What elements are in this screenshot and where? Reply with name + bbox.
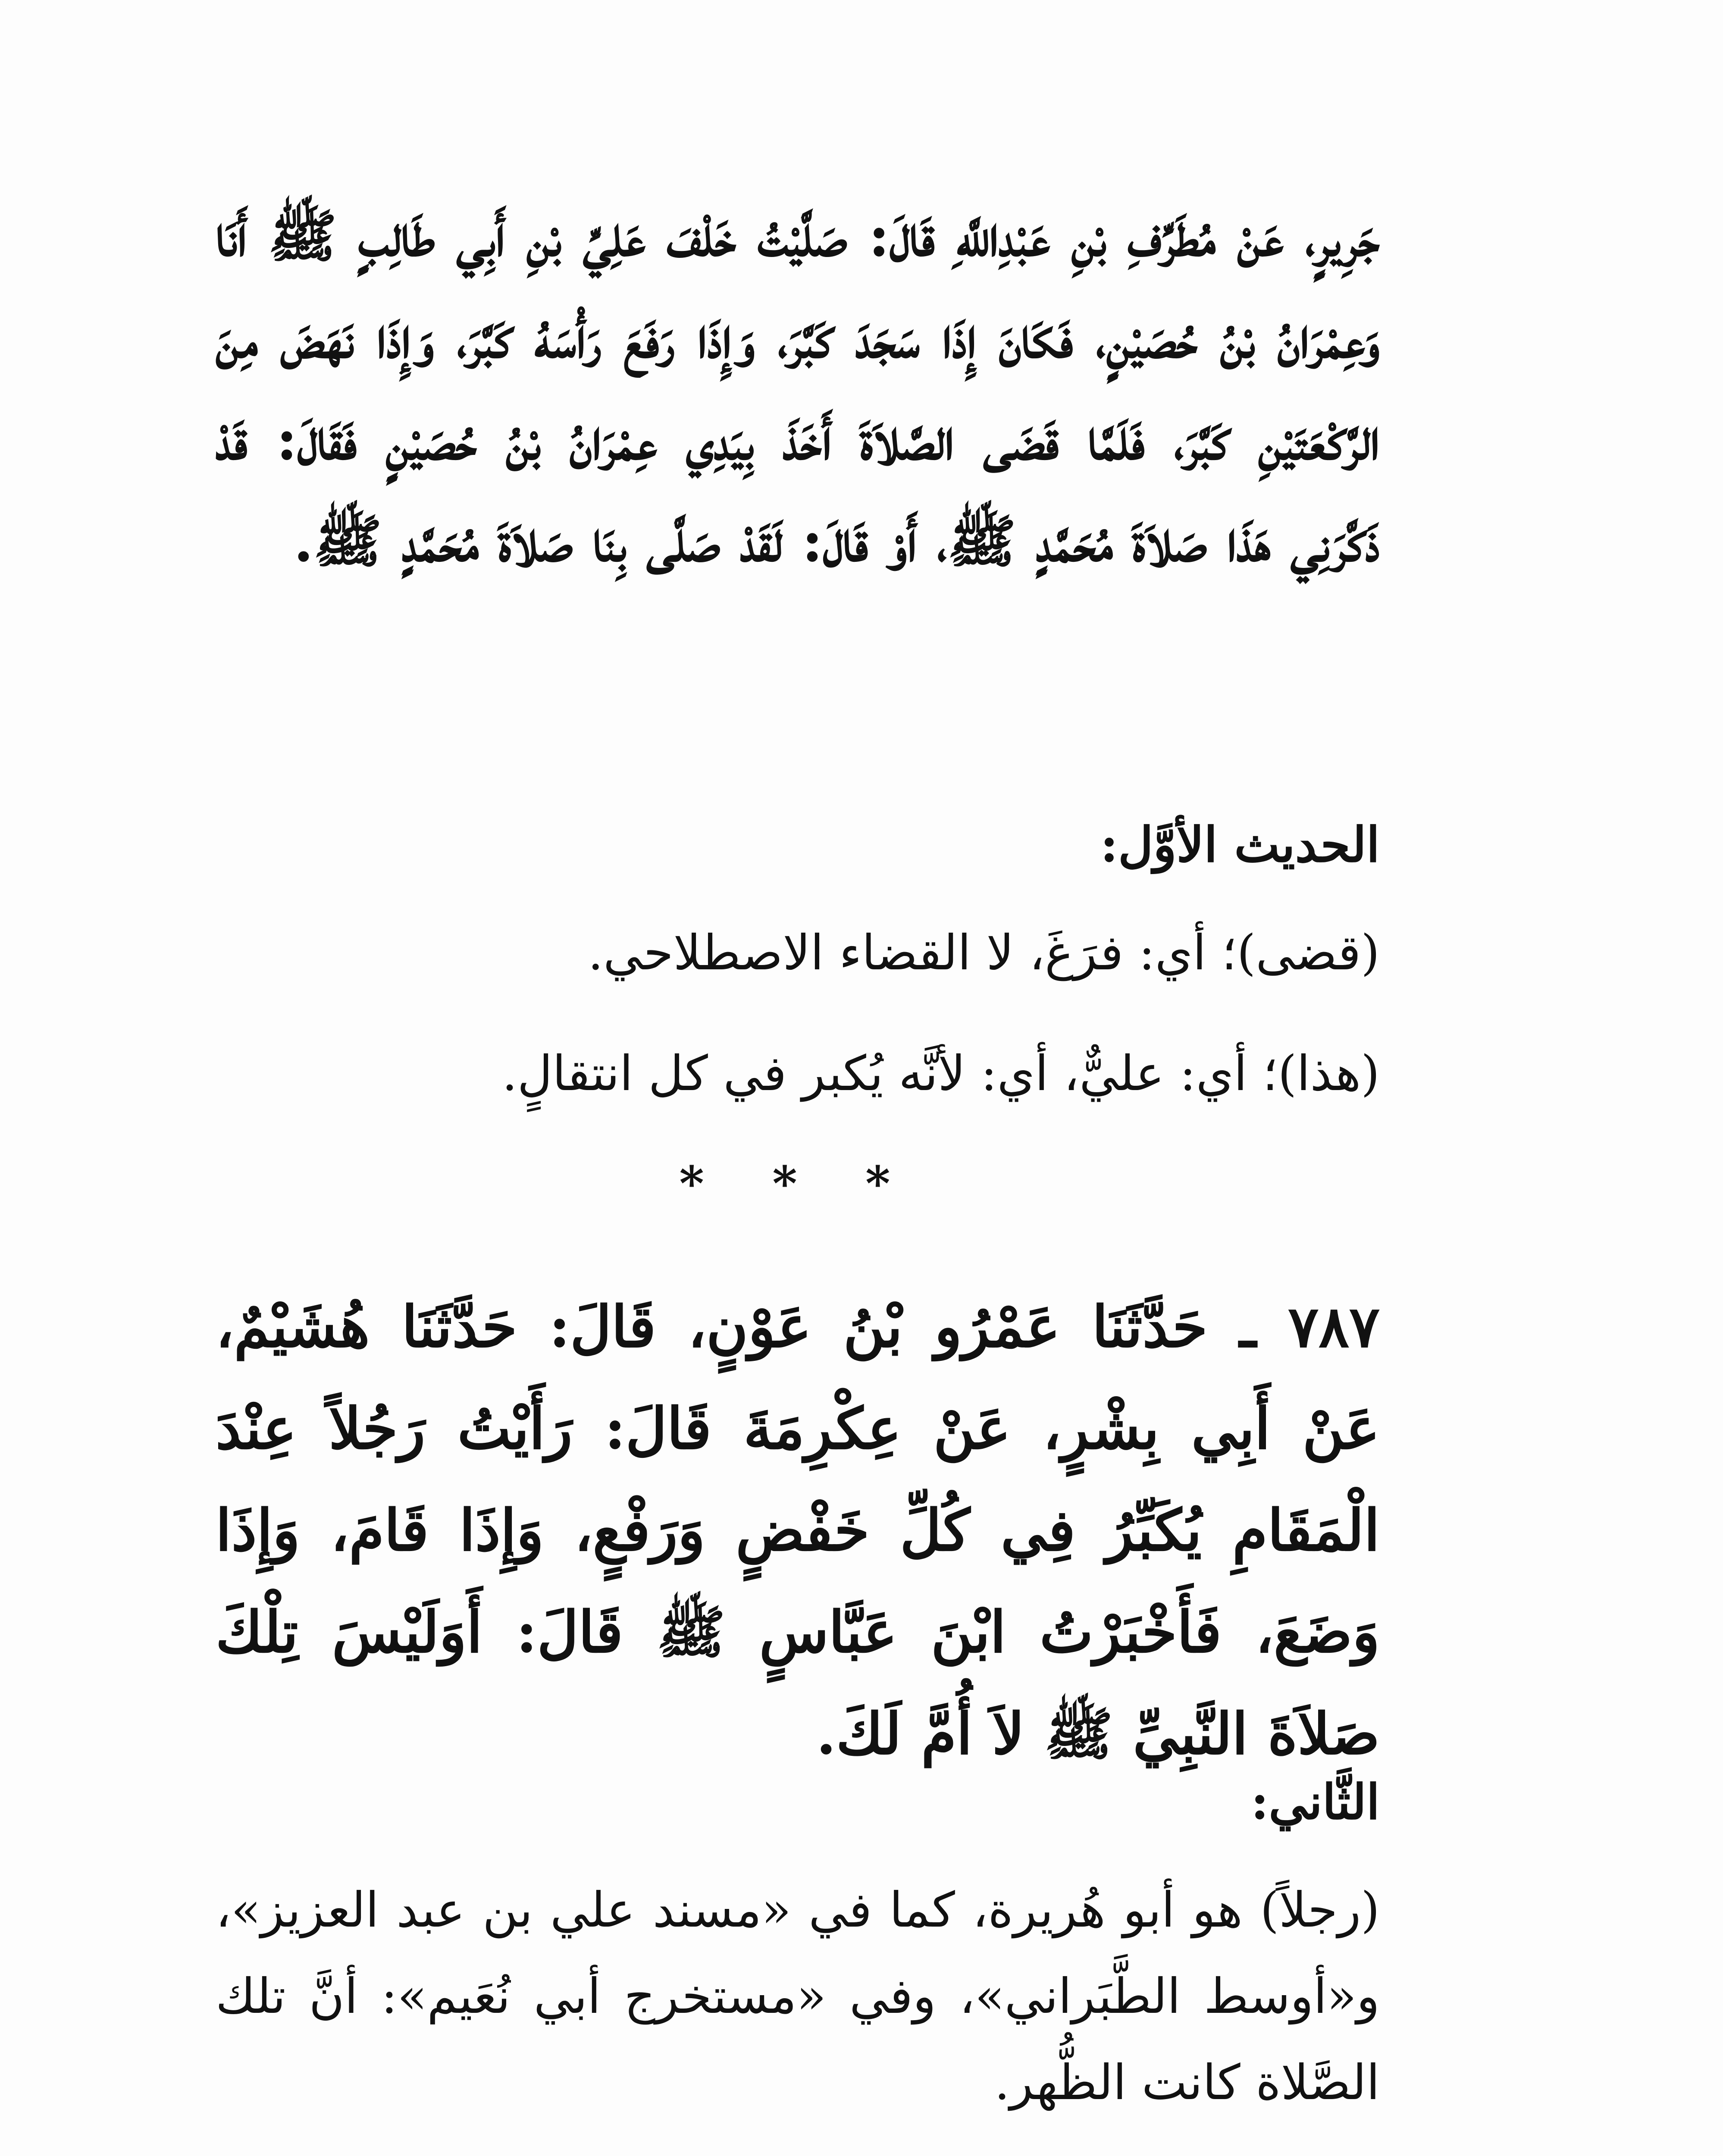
hadith-787-text: ٧٨٧ ـ حَدَّثَنَا عَمْرُو بْنُ عَوْنٍ، قَالَ: حَدَّثَنَا هُشَيْمٌ، عَنْ أَبِي بِشْرٍ، عَنْ عِكْرِمَةَ قَالَ: رَأَيْتُ رَجُلاً عِنْدَ الْمَقَامِ يُكَبِّرُ فِي كُلِّ خَفْضٍ وَرَفْعٍ، وَإِذَا قَامَ، وَإِذَا وَضَعَ، فَأَخْبَرْتُ ابْنَ عَبَّاسٍ ﷺ قَالَ: أَوَلَيْسَ تِلْكَ صَلاَةَ النَّبِيِّ ﷺ لاَ أُمَّ لَكَ. <box>216 1294 1380 1767</box>
commentary-1-heading: الحديث الأوَّل: <box>1100 817 1380 873</box>
commentary-1-note-2: (هذا)؛ أي: عليٌّ، أي: لأنَّه يُكبر في كل انتقالٍ. <box>502 1046 1380 1102</box>
commentary-1-note-1: (قضى)؛ أي: فرَغَ، لا القضاء الاصطلاحي. <box>588 925 1380 981</box>
commentary-2-note-1: (رجلاً) هو أبو هُريرة، كما في «مسند علي بن عبد العزيز»، و«أوسط الطَّبَراني»، وفي «مستخرج أبي نُعَيم»: أنَّ تلك الصَّلاة كانت الظُّهر. <box>216 1882 1380 2111</box>
commentary-2-heading: الثَّاني: <box>1250 1774 1380 1830</box>
section-separator: * * * <box>679 1156 916 1211</box>
hadith-786-text: جَرِيرٍ، عَنْ مُطَرِّفِ بْنِ عَبْدِاللَّهِ قَالَ: صَلَّيْتُ خَلْفَ عَلِيِّ بْنِ أَبِي طَالِبٍ ﷺ أَنَا وَعِمْرَانُ بْنُ حُصَيْنٍ، فَكَانَ إِذَا سَجَدَ كَبَّرَ، وَإِذَا رَفَعَ رَأْسَهُ كَبَّرَ، وَإِذَا نَهَضَ مِنَ الرَّكْعَتَيْنِ كَبَّرَ، فَلَمَّا قَضَى الصَّلاَةَ أَخَذَ بِيَدِي عِمْرَانُ بْنُ حُصَيْنٍ فَقَالَ: قَدْ ذَكَّرَنِي هَذَا صَلاَةَ مُحَمَّدٍ ﷺ، أَوْ قَالَ: لَقَدْ صَلَّى بِنَا صَلاَةَ مُحَمَّدٍ ﷺ. <box>216 203 1380 575</box>
